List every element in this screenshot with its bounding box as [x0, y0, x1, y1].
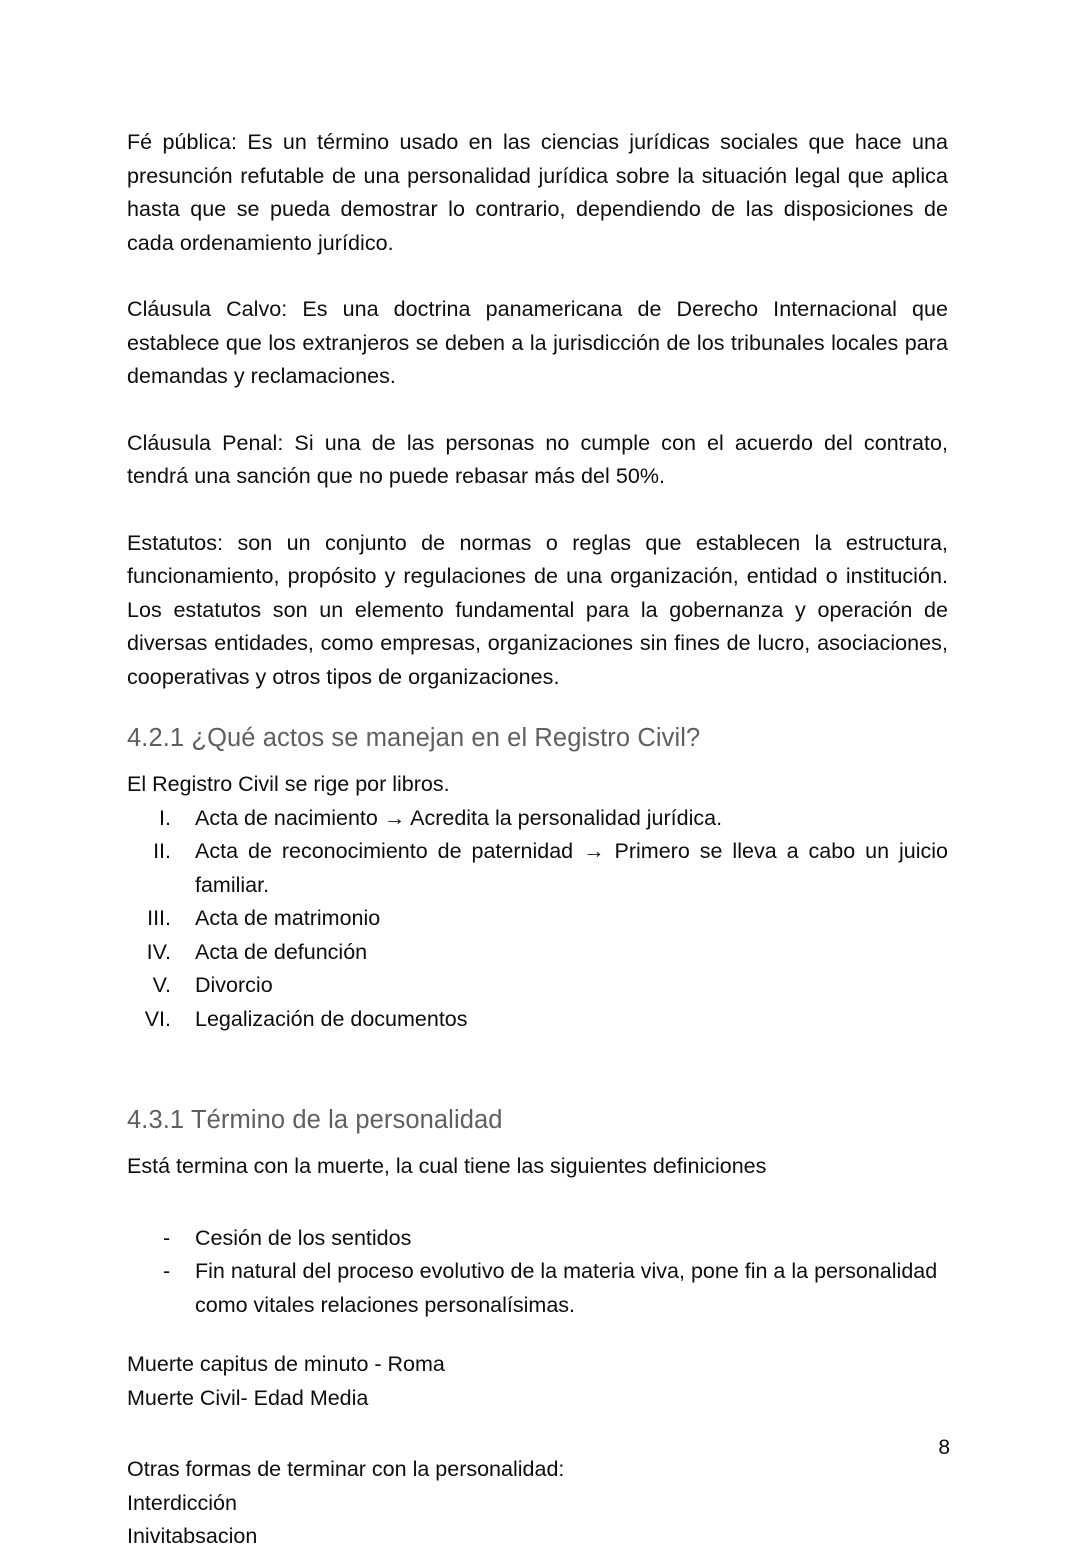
list-marker: V. — [152, 973, 171, 997]
document-body — [127, 126, 948, 1554]
list-item-text: Fin natural del proceso evolutivo de la materia viva, pone fin a la personalidad como vitales relaciones personalísimas. — [195, 1259, 938, 1317]
list-item-text: Acta de reconocimiento de paternidad → Primero se lleva a cabo un juicio familiar. — [195, 839, 948, 897]
paragraph-fe-publica: Fé pública: Es un término usado en las ciencias jurídicas sociales que hace una presunción refutable de una personalidad jurídica sobre la situación legal que aplica hasta que se pueda demostrar lo contrario, dependiendo de las disposiciones de cada ordenamiento jurídico. — [127, 130, 948, 255]
list-item-text: Acta de matrimonio — [195, 906, 381, 930]
heading-spacer — [127, 756, 948, 768]
list-item — [127, 936, 948, 970]
list-spacer — [127, 1184, 948, 1222]
list-marker: VI. — [144, 1006, 171, 1031]
list-item-text: Cesión de los sentidos — [195, 1225, 412, 1250]
heading-spacer — [127, 1138, 948, 1150]
list-item-text: Divorcio — [195, 973, 273, 997]
list-item — [127, 1222, 948, 1256]
list-marker: III. — [147, 906, 171, 930]
block-spacer — [127, 1415, 948, 1453]
list-item — [127, 902, 948, 936]
list-marker: II. — [153, 839, 171, 863]
block-spacer — [127, 1322, 948, 1348]
paragraph-estatutos: Estatutos: son un conjunto de normas o reglas que establecen la estructura, funcionamiento, propósito y regulaciones de una organización, entidad o institución. Los estatutos son un elemento fundamental para la gobernanza y operación de diversas entidades, como empresas, organizaciones sin fines de lucro, asociaciones, cooperativas y otros tipos de organizaciones. — [127, 530, 948, 689]
list-item-text: Legalización de documentos — [195, 1006, 468, 1031]
note-line: Muerte capitus de minuto - Roma — [127, 1352, 445, 1376]
intro-termino-personalidad: Está termina con la muerte, la cual tiene las siguientes definiciones — [127, 1154, 767, 1178]
section-spacer — [127, 1036, 948, 1102]
heading-termino-personalidad: 4.3.1 Término de la personalidad — [127, 1106, 503, 1134]
list-marker: I. — [159, 805, 171, 830]
registro-civil-list — [127, 802, 948, 1037]
list-marker: - — [163, 1259, 171, 1283]
section-spacer — [127, 694, 948, 720]
paragraph-spacer — [127, 260, 948, 293]
otras-formas-item: Interdicción — [127, 1490, 237, 1515]
list-item — [127, 835, 948, 902]
paragraph-clausula-calvo: Cláusula Calvo: Es una doctrina panamericana de Derecho Internacional que establece que los extranjeros se deben a la jurisdicción de los tribunales locales para demandas y reclamaciones. — [127, 297, 948, 388]
list-item-text: Acta de nacimiento → Acredita la personalidad jurídica. — [195, 805, 723, 830]
paragraph-clausula-penal: Cláusula Penal: Si una de las personas no cumple con el acuerdo del contrato, tendrá una sanción que no puede rebasar más del 50%. — [127, 430, 948, 488]
heading-registro-civil: 4.2.1 ¿Qué actos se manejan en el Registro Civil? — [127, 724, 701, 752]
list-item — [127, 1003, 948, 1037]
paragraph-spacer — [127, 494, 948, 527]
list-item-text: Acta de defunción — [195, 939, 368, 964]
otras-formas-label: Otras formas de terminar con la personalidad: — [127, 1457, 565, 1481]
muerte-notes — [127, 1348, 948, 1415]
intro-registro-civil: El Registro Civil se rige por libros. — [127, 772, 450, 796]
otras-formas-block — [127, 1453, 948, 1554]
otras-formas-item: Inivitabsacion — [127, 1524, 258, 1548]
list-marker: IV. — [146, 939, 171, 964]
list-marker: - — [163, 1225, 171, 1250]
note-line: Muerte Civil- Edad Media — [127, 1385, 369, 1410]
termino-personalidad-list — [127, 1222, 948, 1323]
paragraph-spacer — [127, 394, 948, 427]
list-item — [127, 802, 948, 836]
list-item — [127, 969, 948, 1003]
list-item — [127, 1255, 948, 1322]
page-number: 8 — [938, 1436, 950, 1459]
